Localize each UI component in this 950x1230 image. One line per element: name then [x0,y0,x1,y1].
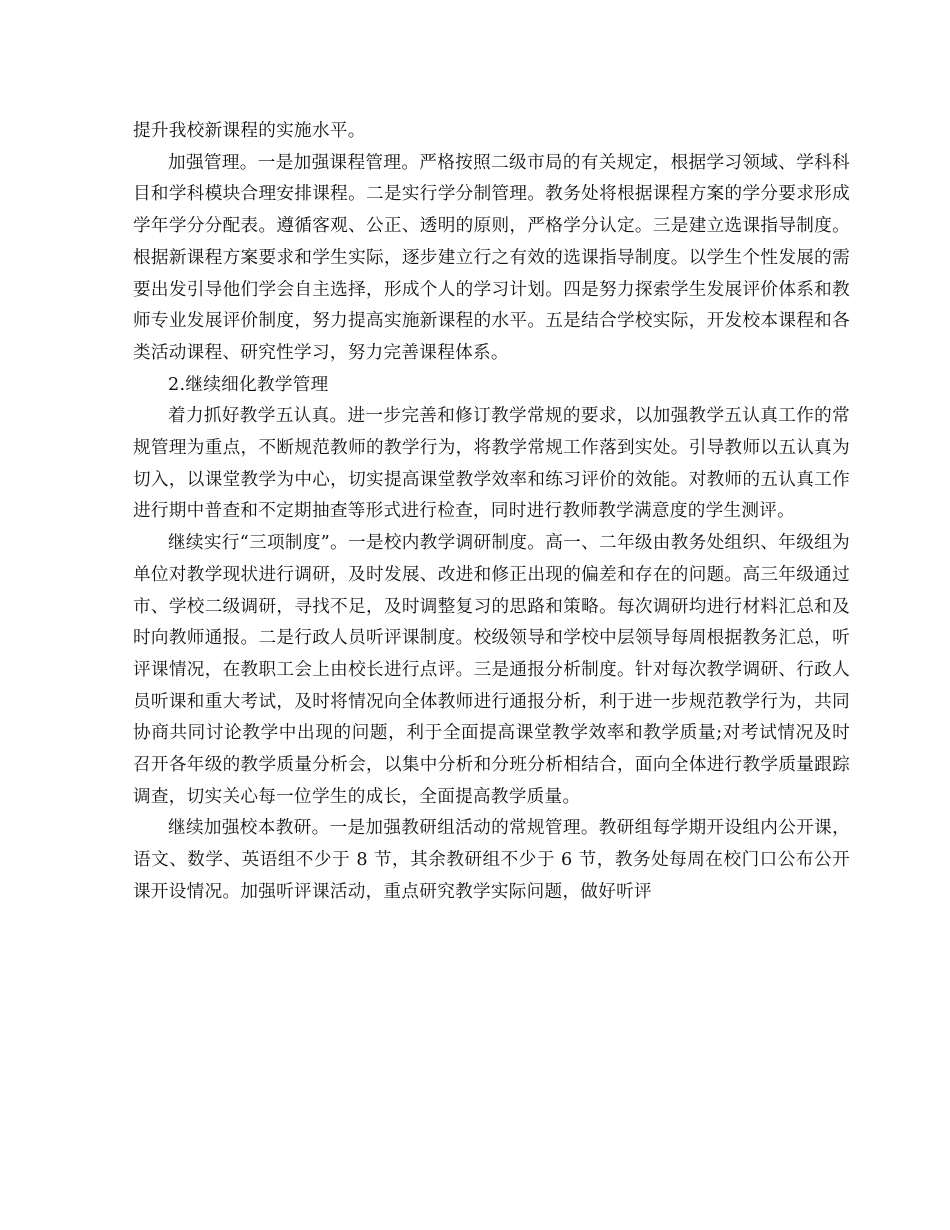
paragraph-school-research: 继续加强校本教研。一是加强教研组活动的常规管理。教研组每学期开设组内公开课，语文、数学、英语组不少于 8 节，其余教研组不少于 6 节，教务处每周在校门口公布公开课开设情况。加强听评课活动，重点研究教学实际问题，做好听评 [133,818,850,902]
paragraph-strengthen-management: 加强管理。一是加强课程管理。严格按照二级市局的有关规定，根据学习领域、学科科目和学科模块合理安排课程。二是实行学分制管理。教务处将根据课程方案的学分要求形成学年学分分配表。遵循客观、公正、透明的原则，严格学分认定。三是建立选课指导制度。根据新课程方案要求和学生实际，逐步建立行之有效的选课指导制度。以学生个性发展的需要出发引导他们学会自主选择，形成个人的学习计划。四是努力探索学生发展评价体系和教师专业发展评价制度，努力提高实施新课程的水平。五是结合学校实际，开发校本课程和各类活动课程、研究性学习，努力完善课程体系。 [133,152,850,363]
section-heading-teaching-management: 2.继续细化教学管理 [168,374,329,395]
paragraph-five-conscientious: 着力抓好教学五认真。进一步完善和修订教学常规的要求，以加强教学五认真工作的常规管理为重点，不断规范教师的教学行为，将教学常规工作落到实处。引导教师以五认真为切入，以课堂教学为中心，切实提高课堂教学效率和练习评价的效能。对教师的五认真工作进行期中普查和不定期抽查等形式进行检查，同时进行教师教学满意度的学生测评。 [133,406,850,522]
paragraph-three-systems: 继续实行“三项制度”。一是校内教学调研制度。高一、二年级由教务处组织、年级组为单位对教学现状进行调研，及时发展、改进和修正出现的偏差和存在的问题。高三年级通过市、学校二级调研，寻找不足，及时调整复习的思路和策略。每次调研均进行材料汇总和及时向教师通报。二是行政人员听评课制度。校级领导和学校中层领导每周根据教务汇总，听评课情况，在教职工会上由校长进行点评。三是通报分析制度。针对每次教学调研、行政人员听课和重大考试，及时将情况向全体教师进行通报分析，利于进一步规范教学行为，共同协商共同讨论教学中出现的问题，利于全面提高课堂教学效率和教学质量;对考试情况及时召开各年级的教学质量分析会，以集中分析和分班分析相结合，面向全体进行教学质量跟踪调查，切实关心每一位学生的成长，全面提高教学质量。 [133,533,850,807]
paragraph-continuation: 提升我校新课程的实施水平。 [133,121,366,141]
